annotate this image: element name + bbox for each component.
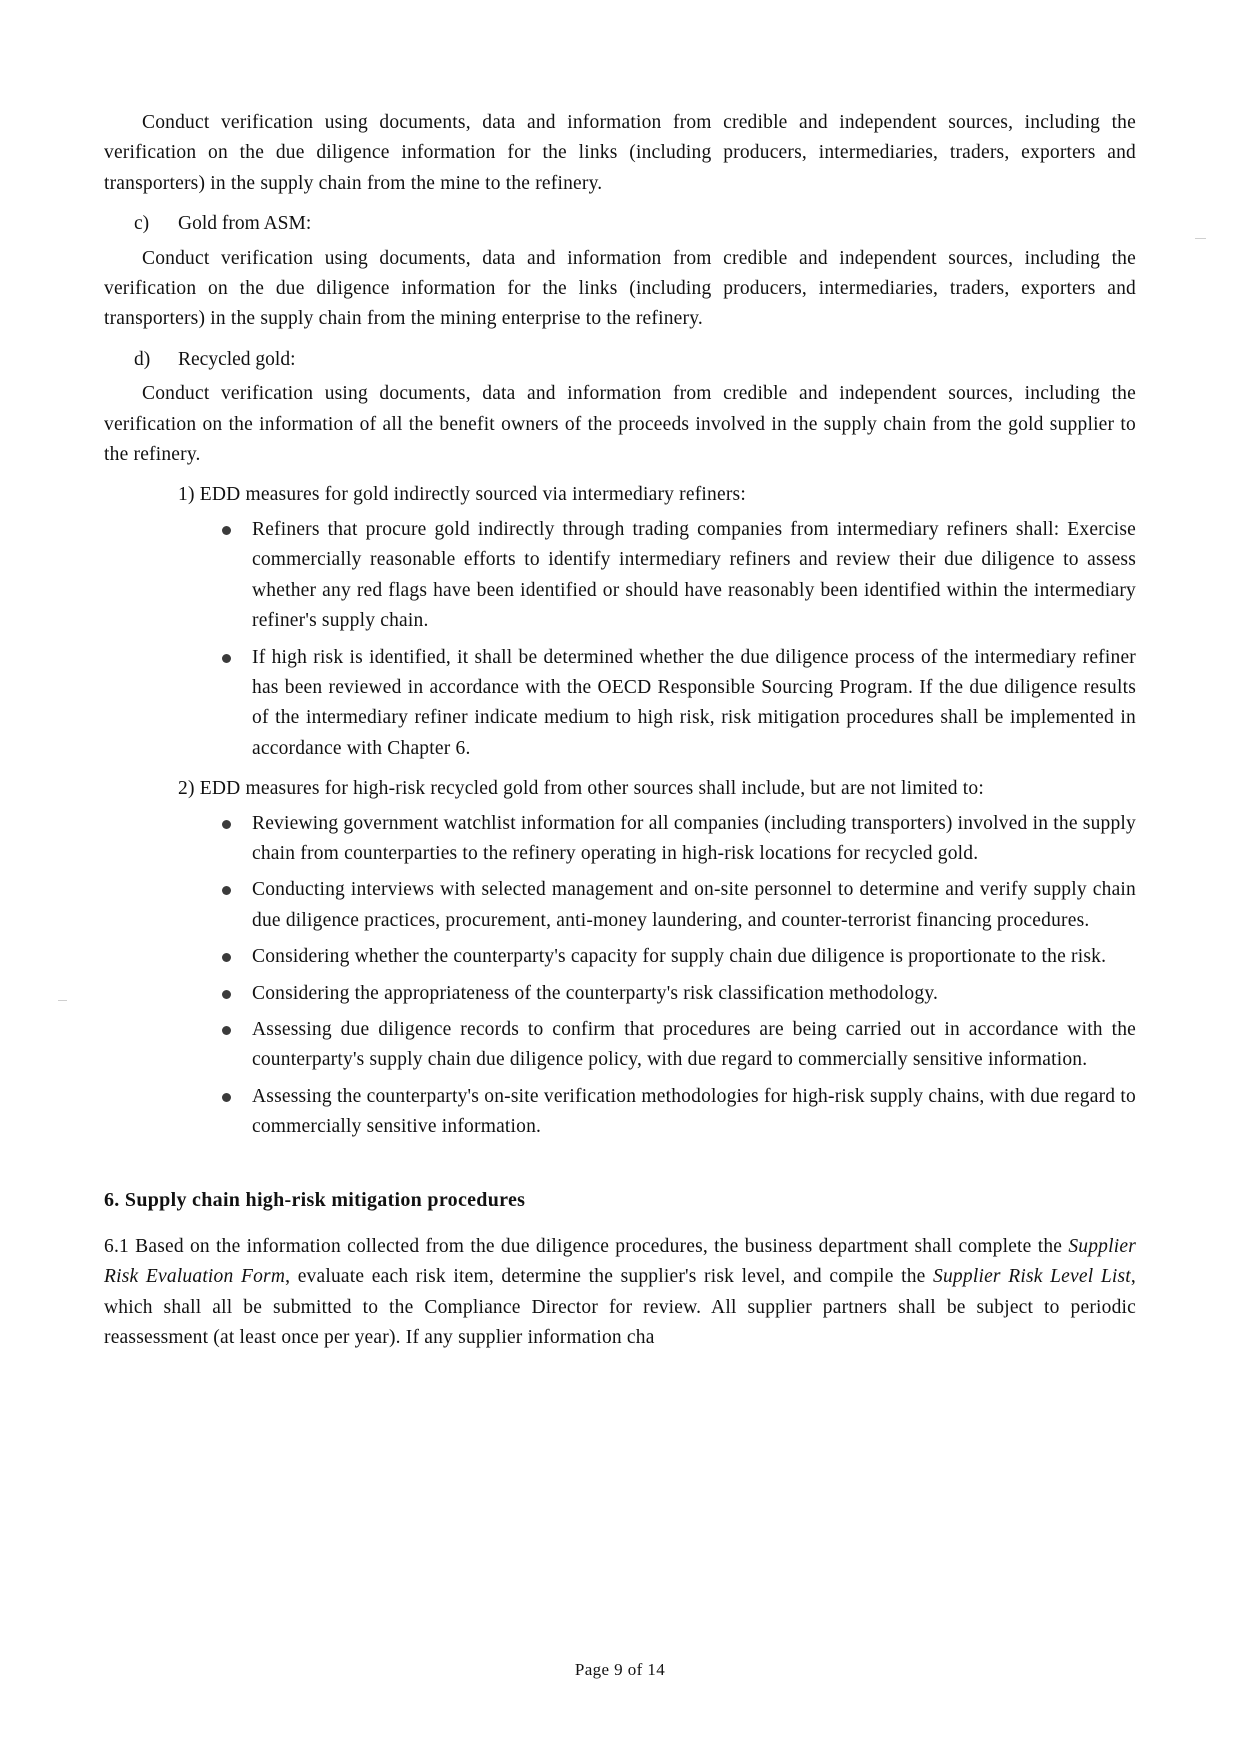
page-margin-mark-left bbox=[58, 1000, 67, 1001]
bullet-dot-icon bbox=[222, 820, 231, 829]
list-item-text: Considering the appropriateness of the counterparty's risk classification methodology. bbox=[252, 982, 939, 1004]
list-marker-d: d) bbox=[134, 348, 151, 370]
list-item-d-label: Recycled gold: bbox=[178, 348, 296, 370]
list-item bbox=[222, 515, 1136, 637]
list-item-text: Assessing the counterparty's on-site verification methodologies for high-risk supply chains, with due regard to commercially sensitive information. bbox=[252, 1085, 1136, 1138]
sub-item-1-heading: 1) EDD measures for gold indirectly sourced via intermediary refiners: bbox=[178, 484, 746, 506]
list-item-text: If high risk is identified, it shall be determined whether the due diligence process of the intermediary refiner has been reviewed in accordance with the OECD Responsible Sourcing Program. If the due diligence results of the intermediary refiner indicate medium to high risk, risk mitigation procedures shall be implemented in accordance with Chapter 6. bbox=[252, 646, 1136, 759]
list-item bbox=[222, 1082, 1136, 1143]
paragraph-after-c: Conduct verification using documents, data and information from credible and independent sources, including the verification on the due diligence information for the links (including producers, intermediaries, traders, exporters and transporters) in the supply chain from the mining enterprise to the refinery. bbox=[104, 247, 1136, 330]
list-item-d bbox=[104, 345, 1136, 375]
list-item bbox=[222, 875, 1136, 936]
page-margin-mark-right bbox=[1195, 238, 1206, 239]
list-item-text: Considering whether the counterparty's capacity for supply chain due diligence is proportionate to the risk. bbox=[252, 946, 1107, 968]
form-title-italic-1: Supplier Risk Evaluation Form bbox=[104, 1235, 1136, 1288]
section-text-part-1: 6.1 Based on the information collected from the due diligence procedures, the business department shall complete the bbox=[104, 1235, 1069, 1257]
bullet-list-2 bbox=[104, 809, 1136, 1143]
section-text-part-3: , which shall all be submitted to the Compliance Director for review. All supplier partners shall be subject to periodic reassessment (at least once per year). If any supplier information cha bbox=[104, 1266, 1136, 1348]
document-body bbox=[104, 108, 1136, 1353]
list-item-c-label: Gold from ASM: bbox=[178, 213, 312, 235]
bullet-dot-icon bbox=[222, 526, 231, 535]
list-marker-c: c) bbox=[134, 213, 150, 235]
paragraph-after-d: Conduct verification using documents, data and information from credible and independent sources, including the verification on the information of all the benefit owners of the proceeds involved in the supply chain from the gold supplier to the refinery. bbox=[104, 383, 1136, 466]
list-item-text: Assessing due diligence records to confirm that procedures are being carried out in accordance with the counterparty's supply chain due diligence policy, with due regard to commercially sensitive information. bbox=[252, 1018, 1136, 1071]
bullet-dot-icon bbox=[222, 1026, 231, 1035]
page-footer: Page 9 of 14 bbox=[574, 1660, 666, 1679]
section-text-part-2: , evaluate each risk item, determine the supplier's risk level, and compile the bbox=[285, 1266, 934, 1288]
paragraph-top: Conduct verification using documents, data and information from credible and independent sources, including the verification on the due diligence information for the links (including producers, intermediaries, traders, exporters and transporters) in the supply chain from the mine to the refinery. bbox=[104, 112, 1136, 194]
bullet-dot-icon bbox=[222, 953, 231, 962]
list-item-text: Reviewing government watchlist information for all companies (including transporters) involved in the supply chain from counterparties to the refinery operating in high-risk locations for recycled gold. bbox=[252, 812, 1136, 864]
sub-item-2-heading: 2) EDD measures for high-risk recycled gold from other sources shall include, but are not limited to: bbox=[178, 778, 984, 800]
list-item bbox=[222, 643, 1136, 765]
list-item bbox=[222, 809, 1136, 870]
bullet-dot-icon bbox=[222, 886, 231, 895]
bullet-dot-icon bbox=[222, 1093, 231, 1102]
list-item bbox=[222, 979, 1136, 1009]
bullet-list-1 bbox=[104, 515, 1136, 764]
section-heading-6: 6. Supply chain high-risk mitigation procedures bbox=[104, 1188, 526, 1211]
section-6-1-paragraph bbox=[104, 1232, 1136, 1354]
bullet-dot-icon bbox=[222, 990, 231, 999]
list-item bbox=[222, 942, 1136, 972]
list-item-text: Refiners that procure gold indirectly through trading companies from intermediary refiners shall: Exercise commercially reasonable efforts to identify intermediary refiners and review their due diligence to assess whether any red flags have been identified or should have reasonably been identified within the intermediary refiner's supply chain. bbox=[252, 518, 1136, 632]
list-item bbox=[222, 1015, 1136, 1076]
list-item-c bbox=[104, 209, 1136, 239]
list-item-text: Conducting interviews with selected management and on-site personnel to determine and verify supply chain due diligence practices, procurement, anti-money laundering, and counter-terrorist financing procedures. bbox=[252, 879, 1136, 931]
form-title-italic-2: Supplier Risk Level List bbox=[933, 1266, 1131, 1288]
bullet-dot-icon bbox=[222, 654, 231, 663]
